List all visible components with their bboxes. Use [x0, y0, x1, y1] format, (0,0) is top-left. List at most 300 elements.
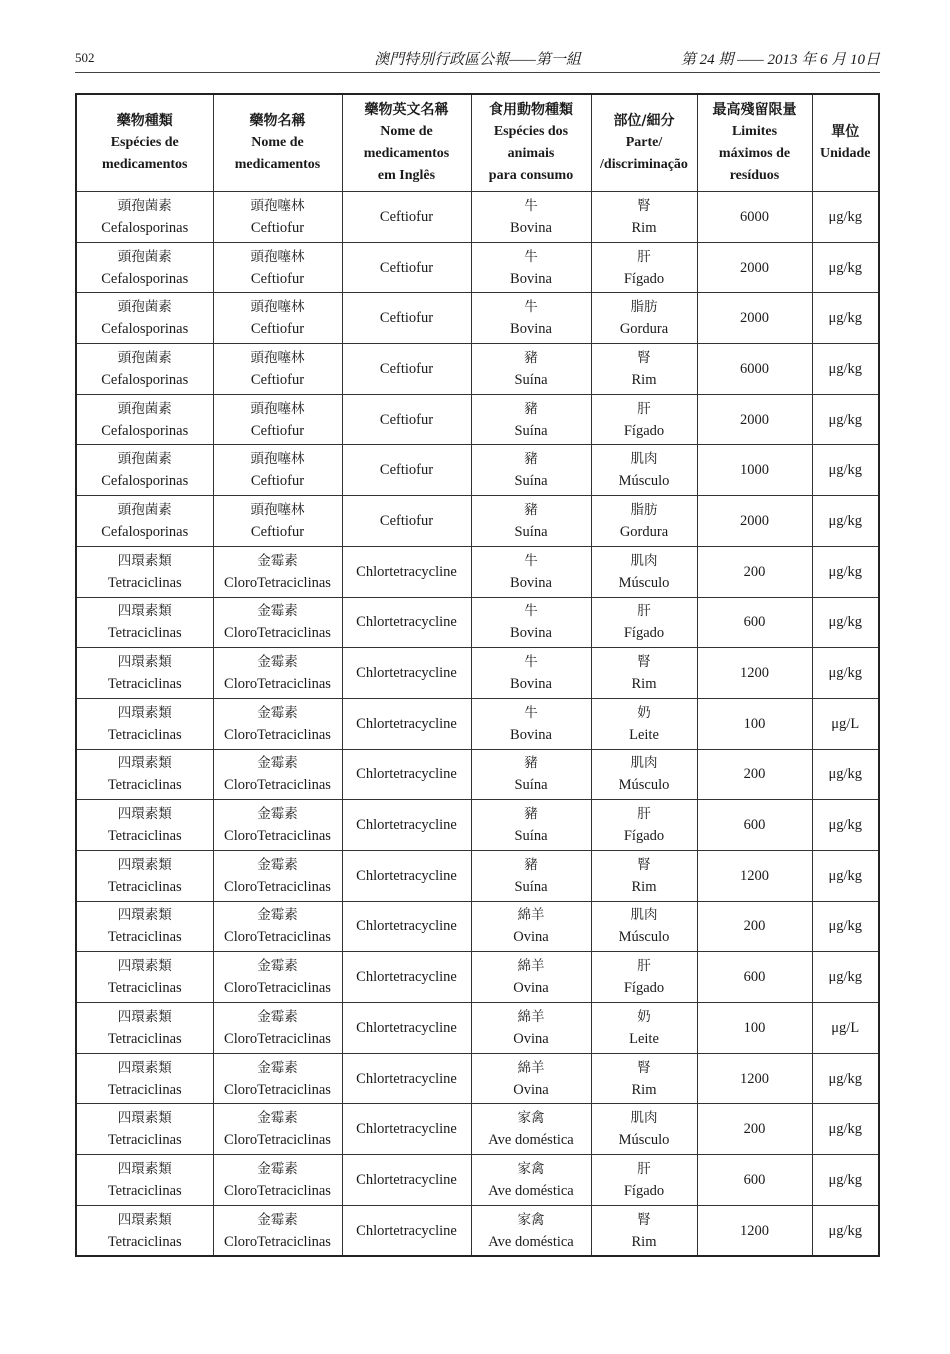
tissue-cell-text: Fígado — [623, 270, 665, 287]
limit-cell — [697, 597, 812, 648]
column-header-tissue — [591, 94, 697, 192]
drug-class-cell-text: 四環素類 — [117, 1059, 172, 1076]
drug-name-cell-text: 頭孢噻林 — [250, 349, 305, 366]
species-cell-text: 牛 — [524, 197, 538, 214]
drug-name-cell-text: 金霉素 — [257, 654, 298, 671]
drug-class-cell-text: Cefalosporinas — [101, 321, 189, 338]
english-name-cell-text: Chlortetracycline — [356, 918, 457, 935]
limit-cell-text: 1200 — [740, 867, 769, 884]
column-header-line: Parte/ — [625, 135, 663, 150]
tissue-cell-text: 肌肉 — [630, 907, 658, 924]
drug-class-cell — [76, 293, 213, 344]
column-header-line: medicamentos — [234, 157, 321, 172]
drug-name-cell-text: 頭孢噻林 — [250, 501, 305, 518]
unit-cell — [812, 1104, 879, 1155]
unit-cell — [812, 952, 879, 1003]
drug-name-cell-text: CloroTetraciclinas — [224, 676, 331, 693]
page-header — [75, 48, 880, 73]
drug-class-cell-text: 頭孢菌素 — [117, 451, 172, 468]
english-name-cell-text: Chlortetracycline — [356, 766, 457, 783]
tissue-cell-text: 脂肪 — [630, 501, 658, 518]
drug-class-cell-text: Tetraciclinas — [107, 1182, 182, 1199]
drug-class-cell-text: Tetraciclinas — [107, 1081, 182, 1098]
drug-class-cell-text: Cefalosporinas — [101, 473, 189, 490]
limit-cell-text: 1200 — [740, 1222, 769, 1239]
tissue-cell-text: 脂肪 — [630, 299, 658, 316]
drug-class-cell — [76, 192, 213, 243]
column-header-line: 部位/細分 — [613, 113, 675, 129]
drug-name-cell — [213, 496, 342, 547]
english-name-cell — [342, 1003, 471, 1054]
drug-name-cell-text: 金霉素 — [257, 1059, 298, 1076]
species-cell-text: Ave doméstica — [488, 1132, 574, 1149]
english-name-cell-text: Chlortetracycline — [356, 614, 457, 631]
drug-name-cell — [213, 698, 342, 749]
tissue-cell-text: Rim — [631, 371, 657, 388]
english-name-cell — [342, 597, 471, 648]
tissue-cell-text: Rim — [631, 1081, 657, 1098]
english-name-cell — [342, 698, 471, 749]
unit-cell-text: μg/kg — [828, 867, 863, 884]
unit-cell — [812, 597, 879, 648]
drug-class-cell-text: Tetraciclinas — [107, 777, 182, 794]
limit-cell — [697, 850, 812, 901]
drug-class-cell — [76, 1104, 213, 1155]
species-cell-text: 牛 — [524, 248, 538, 265]
drug-class-cell — [76, 698, 213, 749]
english-name-cell — [342, 648, 471, 699]
drug-class-cell — [76, 344, 213, 395]
tissue-cell — [591, 800, 697, 851]
tissue-cell-text: Fígado — [623, 422, 665, 439]
drug-name-cell-text: CloroTetraciclinas — [224, 726, 331, 743]
limit-cell — [697, 1104, 812, 1155]
drug-name-cell-text: 金霉素 — [257, 1008, 298, 1025]
unit-cell — [812, 749, 879, 800]
english-name-cell — [342, 394, 471, 445]
drug-name-cell-text: 頭孢噻林 — [250, 400, 305, 417]
species-cell-text: 豬 — [524, 806, 538, 823]
tissue-cell — [591, 698, 697, 749]
tissue-cell — [591, 344, 697, 395]
drug-name-cell-text: 金霉素 — [257, 1211, 298, 1228]
tissue-cell — [591, 597, 697, 648]
column-header-line: medicamentos — [363, 146, 450, 161]
species-cell — [471, 1155, 591, 1206]
drug-class-cell-text: 四環素類 — [117, 1160, 172, 1177]
species-cell-text: 綿羊 — [517, 958, 545, 975]
limit-cell — [697, 1155, 812, 1206]
english-name-cell — [342, 749, 471, 800]
species-cell-text: 豬 — [524, 400, 538, 417]
table-row — [76, 749, 879, 800]
tissue-cell-text: Leite — [629, 726, 659, 743]
unit-cell — [812, 1205, 879, 1256]
species-cell-text: 牛 — [524, 704, 538, 721]
table-row — [76, 952, 879, 1003]
drug-class-cell-text: 四環素類 — [117, 755, 172, 772]
limit-cell-text: 600 — [743, 817, 766, 834]
drug-name-cell-text: CloroTetraciclinas — [224, 1081, 331, 1098]
limit-cell — [697, 648, 812, 699]
tissue-cell — [591, 952, 697, 1003]
tissue-cell-text: 肝 — [637, 1160, 651, 1177]
tissue-cell-text: 肝 — [637, 248, 651, 265]
tissue-cell-text: Fígado — [623, 828, 665, 845]
species-cell — [471, 1205, 591, 1256]
english-name-cell-text: Ceftiofur — [379, 411, 434, 428]
drug-name-cell-text: 金霉素 — [257, 603, 298, 620]
unit-cell-text: μg/kg — [828, 1222, 863, 1239]
drug-class-cell-text: Tetraciclinas — [107, 676, 182, 693]
tissue-cell-text: 肌肉 — [630, 1110, 658, 1127]
table-row — [76, 1155, 879, 1206]
drug-name-cell-text: 金霉素 — [257, 806, 298, 823]
english-name-cell — [342, 1205, 471, 1256]
drug-name-cell — [213, 850, 342, 901]
species-cell-text: Bovina — [510, 625, 552, 642]
tissue-cell-text: 肝 — [637, 958, 651, 975]
species-cell-text: Bovina — [510, 219, 552, 236]
species-cell-text: 綿羊 — [517, 907, 545, 924]
table-row — [76, 242, 879, 293]
tissue-cell-text: Rim — [631, 676, 657, 693]
english-name-cell-text: Chlortetracycline — [356, 1222, 457, 1239]
tissue-cell-text: 腎 — [637, 1059, 651, 1076]
species-cell-text: 家禽 — [517, 1211, 545, 1228]
drug-name-cell-text: Ceftiofur — [250, 270, 305, 287]
limit-cell-text: 200 — [743, 918, 766, 935]
tissue-cell — [591, 749, 697, 800]
english-name-cell-text: Ceftiofur — [379, 259, 434, 276]
drug-name-cell-text: CloroTetraciclinas — [224, 1132, 331, 1149]
tissue-cell — [591, 1104, 697, 1155]
species-cell — [471, 1104, 591, 1155]
species-cell-text: 綿羊 — [517, 1059, 545, 1076]
species-cell-text: 豬 — [524, 755, 538, 772]
tissue-cell-text: 奶 — [637, 1008, 651, 1025]
tissue-cell-text: 腎 — [637, 654, 651, 671]
column-header-max-residue-limit — [697, 94, 812, 192]
drug-class-cell-text: 四環素類 — [117, 704, 172, 721]
limit-cell-text: 600 — [743, 969, 766, 986]
tissue-cell-text: Músculo — [618, 1132, 670, 1149]
drug-name-cell-text: CloroTetraciclinas — [224, 980, 331, 997]
limit-cell — [697, 242, 812, 293]
column-header-line: 藥物英文名稱 — [364, 102, 449, 118]
unit-cell — [812, 344, 879, 395]
drug-name-cell — [213, 901, 342, 952]
species-cell-text: Suína — [514, 777, 548, 794]
species-cell — [471, 293, 591, 344]
drug-class-cell-text: 四環素類 — [117, 856, 172, 873]
drug-name-cell-text: CloroTetraciclinas — [224, 1030, 331, 1047]
drug-class-cell-text: 四環素類 — [117, 603, 172, 620]
species-cell-text: Ovina — [513, 1081, 549, 1098]
species-cell — [471, 698, 591, 749]
column-header-unit — [812, 94, 879, 192]
limit-cell-text: 600 — [743, 1171, 766, 1188]
drug-class-cell-text: 頭孢菌素 — [117, 299, 172, 316]
species-cell-text: Suína — [514, 523, 548, 540]
limit-cell-text: 2000 — [740, 310, 769, 327]
tissue-cell-text: Músculo — [618, 473, 670, 490]
limit-cell-text: 6000 — [740, 360, 769, 377]
english-name-cell-text: Chlortetracycline — [356, 1121, 457, 1138]
unit-cell — [812, 242, 879, 293]
drug-class-cell — [76, 496, 213, 547]
species-cell — [471, 850, 591, 901]
unit-cell — [812, 192, 879, 243]
species-cell-text: Bovina — [510, 321, 552, 338]
english-name-cell — [342, 800, 471, 851]
table-row — [76, 800, 879, 851]
drug-name-cell-text: CloroTetraciclinas — [224, 929, 331, 946]
limit-cell — [697, 749, 812, 800]
species-cell-text: Ave doméstica — [488, 1233, 574, 1250]
limit-cell-text: 200 — [743, 766, 766, 783]
column-header-line: Espécies de — [110, 135, 179, 150]
english-name-cell — [342, 445, 471, 496]
english-name-cell-text: Chlortetracycline — [356, 867, 457, 884]
table-row — [76, 597, 879, 648]
drug-name-cell — [213, 1155, 342, 1206]
table-row — [76, 344, 879, 395]
drug-name-cell-text: 金霉素 — [257, 755, 298, 772]
drug-name-cell-text: 金霉素 — [257, 907, 298, 924]
drug-class-cell — [76, 445, 213, 496]
unit-cell-text: μg/kg — [828, 411, 863, 428]
english-name-cell-text: Chlortetracycline — [356, 563, 457, 580]
species-cell-text: Suína — [514, 422, 548, 439]
species-cell-text: Ovina — [513, 929, 549, 946]
column-header-line: máximos de — [718, 146, 791, 161]
tissue-cell — [591, 242, 697, 293]
drug-class-cell — [76, 648, 213, 699]
drug-class-cell — [76, 800, 213, 851]
unit-cell-text: μg/L — [831, 715, 860, 732]
page-number: 502 — [75, 50, 95, 65]
drug-name-cell-text: 金霉素 — [257, 704, 298, 721]
species-cell — [471, 1003, 591, 1054]
drug-class-cell — [76, 952, 213, 1003]
column-header-line: animais — [507, 146, 555, 161]
table-row — [76, 850, 879, 901]
limit-cell-text: 1000 — [740, 462, 769, 479]
unit-cell — [812, 901, 879, 952]
drug-name-cell-text: CloroTetraciclinas — [224, 574, 331, 591]
drug-name-cell — [213, 394, 342, 445]
species-cell — [471, 597, 591, 648]
species-cell-text: 家禽 — [517, 1160, 545, 1177]
unit-cell-text: μg/kg — [828, 969, 863, 986]
tissue-cell-text: 肌肉 — [630, 451, 658, 468]
drug-name-cell-text: 頭孢噻林 — [250, 451, 305, 468]
english-name-cell-text: Chlortetracycline — [356, 1070, 457, 1087]
species-cell-text: Bovina — [510, 270, 552, 287]
limit-cell — [697, 445, 812, 496]
drug-class-cell-text: 四環素類 — [117, 1211, 172, 1228]
table-row — [76, 445, 879, 496]
drug-class-cell-text: Tetraciclinas — [107, 574, 182, 591]
drug-name-cell-text: 金霉素 — [257, 1110, 298, 1127]
tissue-cell — [591, 293, 697, 344]
drug-name-cell — [213, 952, 342, 1003]
drug-name-cell-text: CloroTetraciclinas — [224, 878, 331, 895]
tissue-cell-text: Músculo — [618, 574, 670, 591]
unit-cell-text: μg/kg — [828, 310, 863, 327]
tissue-cell-text: 腎 — [637, 349, 651, 366]
species-cell-text: Suína — [514, 473, 548, 490]
tissue-cell-text: 肌肉 — [630, 552, 658, 569]
species-cell — [471, 800, 591, 851]
drug-class-cell-text: Tetraciclinas — [107, 929, 182, 946]
drug-class-cell-text: 頭孢菌素 — [117, 197, 172, 214]
limit-cell — [697, 192, 812, 243]
table-row — [76, 293, 879, 344]
unit-cell-text: μg/kg — [828, 918, 863, 935]
unit-cell — [812, 1003, 879, 1054]
species-cell — [471, 1053, 591, 1104]
publication-title: 澳門特別行政區公報——第一組 — [374, 52, 581, 68]
species-cell — [471, 344, 591, 395]
limit-cell-text: 200 — [743, 563, 766, 580]
table-row — [76, 1003, 879, 1054]
drug-name-cell-text: CloroTetraciclinas — [224, 828, 331, 845]
unit-cell — [812, 1155, 879, 1206]
unit-cell-text: μg/kg — [828, 766, 863, 783]
limit-cell-text: 6000 — [740, 208, 769, 225]
english-name-cell — [342, 546, 471, 597]
table-row — [76, 648, 879, 699]
unit-cell-text: μg/kg — [828, 1171, 863, 1188]
english-name-cell — [342, 293, 471, 344]
species-cell — [471, 192, 591, 243]
english-name-cell — [342, 344, 471, 395]
drug-class-cell-text: Tetraciclinas — [107, 828, 182, 845]
drug-class-cell-text: 四環素類 — [117, 1110, 172, 1127]
tissue-cell-text: Gordura — [619, 321, 669, 338]
english-name-cell — [342, 496, 471, 547]
drug-name-cell — [213, 192, 342, 243]
species-cell-text: Suína — [514, 878, 548, 895]
tissue-cell — [591, 546, 697, 597]
species-cell-text: Suína — [514, 828, 548, 845]
english-name-cell — [342, 192, 471, 243]
drug-class-cell-text: Tetraciclinas — [107, 625, 182, 642]
english-name-cell-text: Ceftiofur — [379, 208, 434, 225]
limit-cell-text: 600 — [743, 614, 766, 631]
drug-name-cell-text: CloroTetraciclinas — [224, 625, 331, 642]
english-name-cell — [342, 901, 471, 952]
limit-cell-text: 2000 — [740, 411, 769, 428]
limit-cell — [697, 1205, 812, 1256]
drug-name-cell-text: 金霉素 — [257, 1160, 298, 1177]
drug-name-cell-text: 頭孢噻林 — [250, 248, 305, 265]
limit-cell-text: 100 — [743, 1019, 766, 1036]
drug-class-cell-text: 頭孢菌素 — [117, 349, 172, 366]
tissue-cell-text: Rim — [631, 219, 657, 236]
limit-cell — [697, 1003, 812, 1054]
drug-class-cell-text: Cefalosporinas — [101, 523, 189, 540]
table-row — [76, 192, 879, 243]
limit-cell — [697, 1053, 812, 1104]
drug-name-cell-text: 金霉素 — [257, 856, 298, 873]
tissue-cell — [591, 648, 697, 699]
tissue-cell-text: Fígado — [623, 980, 665, 997]
column-header-line: resíduos — [729, 168, 780, 183]
drug-name-cell-text: 頭孢噻林 — [250, 299, 305, 316]
unit-cell — [812, 850, 879, 901]
drug-name-cell-text: CloroTetraciclinas — [224, 1182, 331, 1199]
limit-cell-text: 2000 — [740, 259, 769, 276]
residue-limits-table — [75, 93, 880, 1257]
species-cell — [471, 496, 591, 547]
table-row — [76, 901, 879, 952]
limit-cell — [697, 293, 812, 344]
column-header-line: em Inglês — [377, 168, 436, 183]
drug-class-cell — [76, 901, 213, 952]
column-header-animal-species — [471, 94, 591, 192]
unit-cell-text: μg/kg — [828, 259, 863, 276]
english-name-cell — [342, 850, 471, 901]
limit-cell — [697, 952, 812, 1003]
drug-class-cell — [76, 749, 213, 800]
english-name-cell-text: Chlortetracycline — [356, 1019, 457, 1036]
tissue-cell — [591, 1003, 697, 1054]
unit-cell — [812, 445, 879, 496]
unit-cell-text: μg/kg — [828, 1121, 863, 1138]
drug-class-cell-text: 頭孢菌素 — [117, 248, 172, 265]
drug-class-cell-text: 頭孢菌素 — [117, 501, 172, 518]
unit-cell — [812, 496, 879, 547]
species-cell-text: 牛 — [524, 603, 538, 620]
species-cell — [471, 394, 591, 445]
species-cell — [471, 445, 591, 496]
tissue-cell — [591, 901, 697, 952]
unit-cell-text: μg/kg — [828, 512, 863, 529]
species-cell — [471, 749, 591, 800]
tissue-cell-text: 腎 — [637, 856, 651, 873]
english-name-cell-text: Ceftiofur — [379, 462, 434, 479]
species-cell-text: 牛 — [524, 552, 538, 569]
species-cell-text: 豬 — [524, 451, 538, 468]
drug-class-cell — [76, 1155, 213, 1206]
unit-cell-text: μg/kg — [828, 1070, 863, 1087]
drug-class-cell-text: Cefalosporinas — [101, 371, 189, 388]
species-cell-text: Bovina — [510, 726, 552, 743]
tissue-cell — [591, 496, 697, 547]
unit-cell-text: μg/kg — [828, 817, 863, 834]
table-row — [76, 1053, 879, 1104]
tissue-cell — [591, 192, 697, 243]
limit-cell-text: 2000 — [740, 512, 769, 529]
english-name-cell — [342, 1155, 471, 1206]
unit-cell-text: μg/kg — [828, 665, 863, 682]
species-cell-text: Ave doméstica — [488, 1182, 574, 1199]
species-cell-text: 牛 — [524, 299, 538, 316]
drug-class-cell — [76, 1205, 213, 1256]
drug-class-cell-text: Cefalosporinas — [101, 422, 189, 439]
drug-name-cell — [213, 597, 342, 648]
drug-class-cell — [76, 597, 213, 648]
species-cell-text: 豬 — [524, 501, 538, 518]
species-cell-text: Bovina — [510, 574, 552, 591]
table-row — [76, 698, 879, 749]
tissue-cell-text: Músculo — [618, 929, 670, 946]
species-cell — [471, 901, 591, 952]
limit-cell-text: 100 — [743, 715, 766, 732]
